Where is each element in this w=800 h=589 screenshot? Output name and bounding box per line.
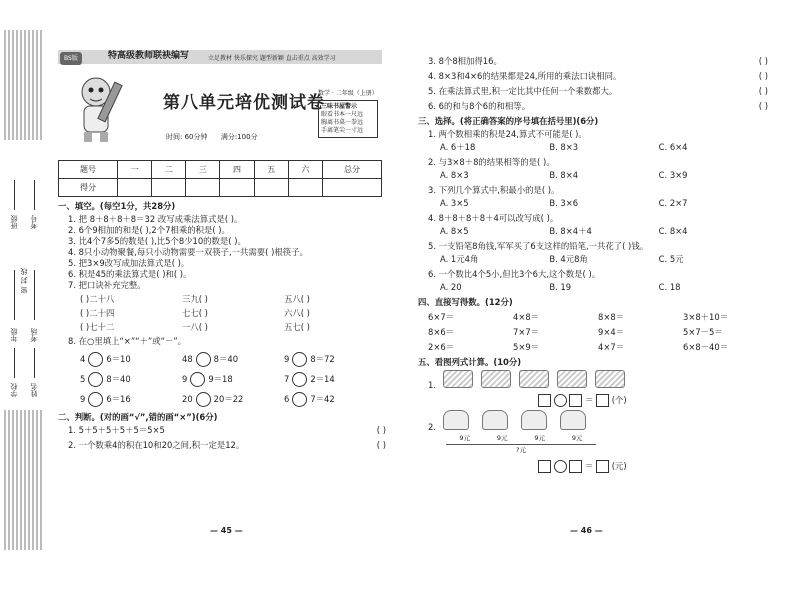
operand: 5	[80, 374, 86, 384]
calc-item[interactable]: 6×7＝	[428, 312, 455, 322]
answer-box[interactable]	[569, 460, 582, 473]
score-cell: 三	[186, 161, 220, 179]
score-input-cell[interactable]	[186, 179, 220, 197]
blocks-picture	[443, 370, 473, 388]
page-title: 第八单元培优测试卷	[163, 93, 325, 113]
page-number-left: — 45 —	[210, 526, 243, 535]
calc-item[interactable]: 7×7＝	[513, 327, 540, 337]
blocks-picture	[519, 370, 549, 388]
sidebar-seat-line	[34, 270, 35, 320]
sidebar-stripe-bottom	[4, 410, 42, 550]
score-cell: 五	[254, 161, 288, 179]
sidebar-name-label: 姓名	[30, 383, 38, 397]
operator-circle[interactable]	[292, 372, 307, 387]
choice-option[interactable]: A. 20	[440, 282, 462, 292]
judge-answer[interactable]: ( )	[758, 56, 768, 66]
score-cell: 题号	[59, 161, 118, 179]
choice-option[interactable]: C. 18	[658, 282, 681, 292]
reminder-line: 胸离书桌一拳远	[321, 119, 364, 126]
score-table-header-row	[59, 161, 382, 179]
choice-option[interactable]: A. 3×5	[440, 198, 469, 208]
choice-option[interactable]: A. 6＋18	[440, 142, 476, 152]
section-fill-blank: 一、填空。(每空1分，共28分)	[58, 201, 176, 211]
answer-box[interactable]	[569, 394, 582, 407]
reminder-title: 三味书屋警示	[321, 103, 358, 110]
score-input-cell[interactable]	[220, 179, 254, 197]
operator-circle[interactable]	[292, 392, 307, 407]
operand: 9	[80, 394, 86, 404]
header-ribbon	[58, 50, 382, 64]
operator-circle[interactable]	[88, 372, 103, 387]
full-score: 满分:100分	[220, 133, 258, 141]
choice-option[interactable]: B. 8×3	[549, 142, 579, 152]
operand: 7＝42	[310, 394, 335, 404]
mascot-illustration	[70, 72, 126, 144]
question: 5. 把3×9改写成加法算式是( )。	[68, 258, 190, 268]
sidebar-number-label: 考号	[30, 215, 38, 229]
operator-row	[80, 372, 386, 387]
reminder-box	[318, 100, 378, 138]
score-cell: 二	[152, 161, 186, 179]
operand: 4	[80, 354, 86, 364]
operand: 6＝16	[106, 394, 131, 404]
judge-statement: 6. 6的和与8个6的和相等。	[428, 101, 531, 111]
choice-option[interactable]: A. 1元4角	[440, 254, 479, 264]
operand: 6	[284, 394, 290, 404]
choice-option[interactable]: B. 3×6	[549, 198, 579, 208]
choice-question: 4. 8＋8＋8＋8＋4可以改写成( )。	[428, 213, 559, 223]
toy-car-picture	[443, 410, 469, 430]
section-choice: 三、选择。(将正确答案的序号填在括号里)(6分)	[418, 116, 599, 126]
question: 3. 比4个7多5的数是( ),比5个8少10的数是( )。	[68, 236, 246, 246]
koujue-item: 七七( )	[182, 308, 208, 318]
question: 8. 在○里填上“×”“＋”或“－”。	[68, 336, 187, 346]
choice-option[interactable]: C. 8×4	[658, 226, 688, 236]
calc-item[interactable]: 4×7＝	[598, 342, 625, 352]
slogan-text: 立足教材 快乐探究 题型新颖 直击重点 高效学习	[208, 55, 336, 62]
choice-option[interactable]: C. 2×7	[658, 198, 688, 208]
sidebar-stripe-top	[4, 30, 42, 140]
operand: 20＝22	[213, 394, 244, 404]
section-calculation: 四、直接写得数。(12分)	[418, 297, 513, 307]
reminder-line: 眼看书本一尺远	[321, 111, 364, 118]
question: 7. 把口诀补充完整。	[68, 280, 146, 290]
operator-item	[284, 352, 386, 367]
operator-item	[182, 392, 284, 407]
answer-box[interactable]	[596, 394, 609, 407]
judge-item	[428, 56, 768, 67]
score-input-cell[interactable]	[152, 179, 186, 197]
section-picture-problems: 五、看图列式计算。(10分)	[418, 357, 522, 367]
toy-car-picture	[521, 410, 547, 430]
choice-options	[440, 142, 768, 153]
calc-item[interactable]: 5×7－5＝	[683, 327, 723, 337]
cars-picture-group	[443, 422, 599, 432]
score-table-score-row	[59, 179, 382, 197]
operand: 8＝40	[106, 374, 131, 384]
koujue-item: 一八( )	[182, 322, 208, 332]
toy-car-picture	[482, 410, 508, 430]
question: 6. 积是45的乘法算式是( )和( )。	[68, 269, 192, 279]
koujue-item: 六八( )	[284, 308, 310, 318]
choice-options	[440, 254, 768, 265]
judge-answer[interactable]: ( )	[758, 71, 768, 81]
calc-row	[428, 342, 768, 353]
picture-problem-1	[428, 370, 768, 391]
section-judge: 二、判断。(对的画“√”,错的画“×”)(6分)	[58, 412, 218, 422]
brand-text: 特高级教师联袂编写	[108, 51, 190, 61]
answer-formula-2: ＝ (元)	[538, 460, 768, 473]
sidebar-name-line	[34, 348, 35, 378]
operator-item	[284, 392, 386, 407]
operand: 20	[182, 394, 193, 404]
sidebar-class-line	[14, 180, 15, 210]
judge-statement: 5. 在乘法算式里,积一定比其中任何一个乘数都大。	[428, 86, 618, 96]
problem-number: 1.	[428, 380, 436, 390]
judge-item	[428, 71, 768, 82]
operator-item	[80, 372, 182, 387]
operator-circle[interactable]	[292, 352, 307, 367]
score-cell: 四	[220, 161, 254, 179]
question: 4. 8只小动物聚餐,每只小动物需要一双筷子,一共需要( )根筷子。	[68, 247, 308, 257]
problem-number: 2.	[428, 422, 436, 432]
calc-item[interactable]: 3×8＋10＝	[683, 312, 729, 322]
koujue-row	[80, 322, 386, 333]
judge-statement: 4. 8×3和4×6的结果都是24,所用的乘法口诀相同。	[428, 71, 622, 81]
calc-row	[428, 312, 768, 323]
operator-row	[80, 352, 386, 367]
choice-option[interactable]: B. 19	[549, 282, 572, 292]
score-cell: 得分	[59, 179, 118, 197]
answer-box[interactable]	[596, 460, 609, 473]
price-label: 9元	[534, 434, 546, 442]
operator-circle[interactable]	[554, 394, 567, 407]
judge-answer[interactable]: ( )	[376, 440, 386, 450]
judge-item	[68, 425, 386, 436]
operand: 9＝18	[208, 374, 233, 384]
price-label: 9元	[496, 434, 508, 442]
operator-circle[interactable]	[554, 460, 567, 473]
answer-unit: (个)	[611, 395, 627, 405]
operator-circle[interactable]	[88, 352, 103, 367]
choice-option[interactable]: B. 8×4	[549, 170, 579, 180]
koujue-item: 五七( )	[284, 322, 310, 332]
score-input-cell[interactable]	[322, 179, 381, 197]
blocks-picture	[595, 370, 625, 388]
grade-badge	[318, 90, 378, 138]
choice-option[interactable]: A. 8×3	[440, 170, 469, 180]
operator-item	[80, 352, 182, 367]
operand: 2＝14	[310, 374, 335, 384]
operand: 9	[182, 374, 188, 384]
choice-option[interactable]: C. 6×4	[658, 142, 688, 152]
judge-statement: 3. 8个8相加得16。	[428, 56, 502, 66]
question: 2. 6个9相加的和是( ),2个7相乘的积是( )。	[68, 225, 230, 235]
choice-options	[440, 198, 768, 209]
calc-item[interactable]: 5×9＝	[513, 342, 540, 352]
time-info	[166, 132, 258, 143]
blocks-picture	[481, 370, 511, 388]
choice-options	[440, 226, 768, 237]
question: 1. 把 8＋8＋8＋8＝32 改写成乘法算式是( )。	[68, 214, 243, 224]
koujue-item: 三九( )	[182, 294, 208, 304]
calc-row	[428, 327, 768, 338]
choice-option[interactable]: B. 8×4＋4	[549, 226, 592, 236]
choice-question: 5. 一支铅笔8角钱,军军买了6支这样的铅笔,一共花了( )钱。	[428, 241, 649, 251]
choice-question: 1. 两个数相乘的积是24,算式不可能是( )。	[428, 129, 587, 139]
koujue-item: ( )二十四	[80, 308, 115, 318]
sidebar-grade-line	[14, 270, 15, 320]
sidebar-school-label: 学校	[10, 383, 18, 397]
operator-circle[interactable]	[196, 352, 211, 367]
price-label: 9元	[571, 434, 583, 442]
score-input-cell[interactable]	[254, 179, 288, 197]
toy-car-picture	[560, 410, 586, 430]
judge-answer[interactable]: ( )	[758, 86, 768, 96]
edition-badge: BS版	[60, 52, 82, 65]
operand: 8＝72	[310, 354, 335, 364]
judge-answer[interactable]: ( )	[758, 101, 768, 111]
koujue-row	[80, 308, 386, 319]
operand: 9	[284, 354, 290, 364]
picture-problem-2	[428, 410, 768, 433]
choice-option[interactable]: A. 8×5	[440, 226, 469, 236]
sidebar-fold-label: 密 封 线	[20, 268, 28, 294]
price-labels	[446, 433, 596, 444]
choice-options	[440, 170, 768, 181]
choice-question: 6. 一个数比4个5小,但比3个6大,这个数是( )。	[428, 269, 601, 279]
operator-item	[284, 372, 386, 387]
operator-item	[80, 392, 182, 407]
choice-option[interactable]: B. 4元8角	[549, 254, 588, 264]
left-page	[58, 50, 386, 455]
score-table	[58, 160, 382, 197]
right-page	[418, 56, 768, 473]
binding-sidebar	[0, 30, 46, 550]
price-label: 9元	[459, 434, 471, 442]
judge-statement: 1. 5＋5＋5＋5＋5＝5×5	[68, 425, 165, 435]
operator-circle[interactable]	[190, 372, 205, 387]
sidebar-class-label: 班级	[10, 215, 18, 229]
koujue-row	[80, 294, 386, 305]
time-limit: 时间: 60分钟	[166, 133, 208, 141]
operand: 7	[284, 374, 290, 384]
calc-item[interactable]: 9×4＝	[598, 327, 625, 337]
answer-box[interactable]	[538, 394, 551, 407]
total-bracket	[446, 444, 596, 456]
koujue-item: ( )七十二	[80, 322, 115, 332]
judge-item	[428, 101, 768, 112]
sidebar-school-line	[14, 348, 15, 378]
operator-item	[182, 352, 284, 367]
operator-item	[182, 372, 284, 387]
choice-question: 3. 下列几个算式中,积最小的是( )。	[428, 185, 560, 195]
calc-item[interactable]: 8×6＝	[428, 327, 455, 337]
judge-item	[428, 86, 768, 97]
choice-question: 2. 与3×8＋8的结果相等的是( )。	[428, 157, 555, 167]
total-label: ?元	[516, 446, 526, 454]
blocks-picture	[557, 370, 587, 388]
grade-tag: 数学 · 二年级（上册）	[318, 90, 378, 97]
score-input-cell[interactable]	[118, 179, 152, 197]
operand: 8＝40	[213, 354, 239, 364]
answer-unit: (元)	[611, 461, 627, 471]
sidebar-number-line	[34, 180, 35, 210]
reminder-line: 手离笔尖一寸远	[321, 127, 364, 134]
sidebar-grade-label: 年级	[10, 328, 18, 342]
score-cell: 总分	[322, 161, 381, 179]
judge-statement: 2. 一个数乘4的积在10和20之间,积一定是12。	[68, 440, 245, 450]
answer-formula-1: ＝ (个)	[538, 394, 768, 407]
sidebar-seat-label: 考场	[30, 328, 38, 342]
judge-item	[68, 440, 386, 451]
score-cell: 一	[118, 161, 152, 179]
operand: 48	[182, 354, 193, 364]
calc-item[interactable]: 8×8＝	[598, 312, 625, 322]
test-header	[58, 50, 386, 198]
koujue-item: 五八( )	[284, 294, 310, 304]
calc-item[interactable]: 2×6＝	[428, 342, 455, 352]
page-number-right: — 46 —	[570, 526, 603, 535]
choice-options	[440, 282, 768, 293]
calc-item[interactable]: 6×8－40＝	[683, 342, 729, 352]
operator-circle[interactable]	[88, 392, 103, 407]
operator-circle[interactable]	[196, 392, 211, 407]
answer-box[interactable]	[538, 460, 551, 473]
choice-option[interactable]: C. 5元	[658, 254, 684, 264]
score-cell: 六	[288, 161, 322, 179]
operand: 6＝10	[106, 354, 131, 364]
judge-answer[interactable]: ( )	[376, 425, 386, 435]
koujue-item: ( )二十八	[80, 294, 115, 304]
score-input-cell[interactable]	[288, 179, 322, 197]
operator-row	[80, 392, 386, 407]
calc-item[interactable]: 4×8＝	[513, 312, 540, 322]
blocks-picture-group	[443, 380, 633, 390]
choice-option[interactable]: C. 3×9	[658, 170, 688, 180]
